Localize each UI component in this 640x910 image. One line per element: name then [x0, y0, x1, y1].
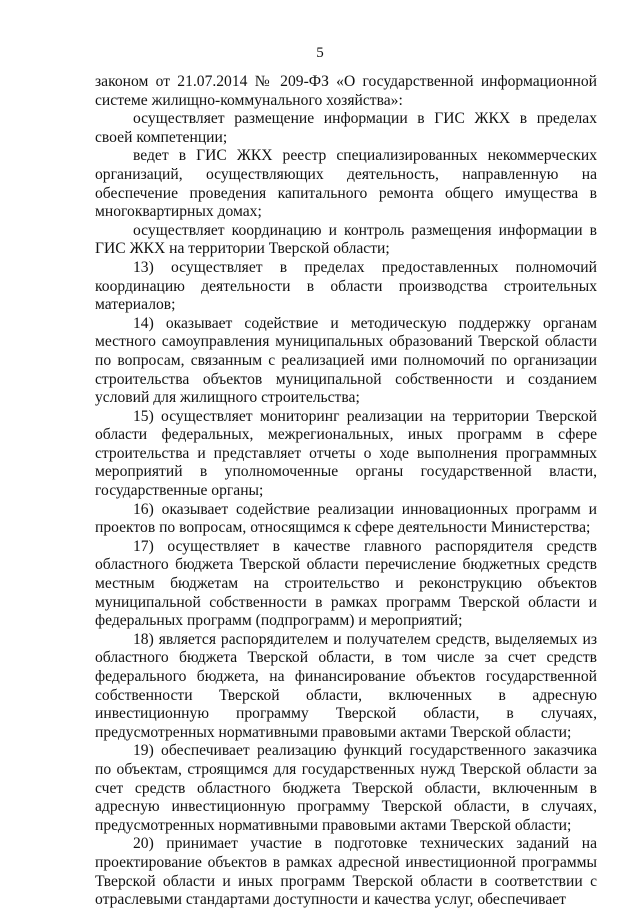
paragraph-item-13: 13) осуществляет в пределах предоставленных полномочий координацию деятельности в области производства строительных материалов; [95, 258, 597, 314]
paragraph-item-17: 17) осуществляет в качестве главного распорядителя средств областного бюджета Тверской области перечисление бюджетных средств местным бюджетам на строительство и реконструкцию объектов муниципальной собственности в рамках программ Тверской области и федеральных программ (подпрограмм) и мероприятий; [95, 537, 597, 630]
paragraph-continuation: законом от 21.07.2014 № 209-ФЗ «О государственной информационной системе жилищно-коммунального хозяйства»: [95, 73, 597, 109]
paragraph-item-18: 18) является распорядителем и получателем средств, выделяемых из областного бюджета Тверской области, в том числе за счет средств федерального бюджета, на финансирование объектов государственной собственности Тверской области, включенных в адресную инвестиционную программу Тверской области, в случаях, предусмотренных нормативными правовыми актами Тверской области; [95, 630, 597, 741]
paragraph-item-19: 19) обеспечивает реализацию функций государственного заказчика по объектам, строящимся для государственных нужд Тверской области за счет средств областного бюджета Тверской области, включенным в адресную инвестиционную программу Тверской области, в случаях, предусмотренных нормативными правовыми актами Тверской области; [95, 742, 597, 834]
document-body [95, 73, 597, 910]
paragraph-gis-coordination: осуществляет координацию и контроль размещения информации в ГИС ЖКХ на территории Тверской области; [95, 221, 597, 258]
paragraph-item-16: 16) оказывает содействие реализации инновационных программ и проектов по вопросам, относящимся к сфере деятельности Министерства; [95, 500, 597, 537]
paragraph-item-14: 14) оказывает содействие и методическую поддержку органам местного самоуправления муниципальных образований Тверской области по вопросам, связанным с реализацией ими полномочий по организации строительства объектов муниципальной собственности и созданием условий для жилищного строительства; [95, 314, 597, 407]
paragraph-item-15: 15) осуществляет мониторинг реализации на территории Тверской области федеральных, межрегиональных, иных программ в сфере строительства и представляет отчеты о ходе выполнения программных мероприятий в уполномоченные органы государственной власти, государственные органы; [95, 407, 597, 500]
paragraph-gis-placement: осуществляет размещение информации в ГИС ЖКХ в пределах своей компетенции; [95, 110, 597, 146]
paragraph-item-20: 20) принимает участие в подготовке технических заданий на проектирование объектов в рамках адресной инвестиционной программы Тверской области и иных программ Тверской области в соответствии с отраслевыми стандартами доступности и качества услуг, обеспечивает [95, 835, 597, 909]
page-number: 5 [316, 45, 324, 61]
paragraph-gis-registry: ведет в ГИС ЖКХ реестр специализированных некоммерческих организаций, осуществляющих деятельность, направленную на обеспечение проведения капитального ремонта общего имущества в многоквартирных домах; [95, 147, 597, 221]
